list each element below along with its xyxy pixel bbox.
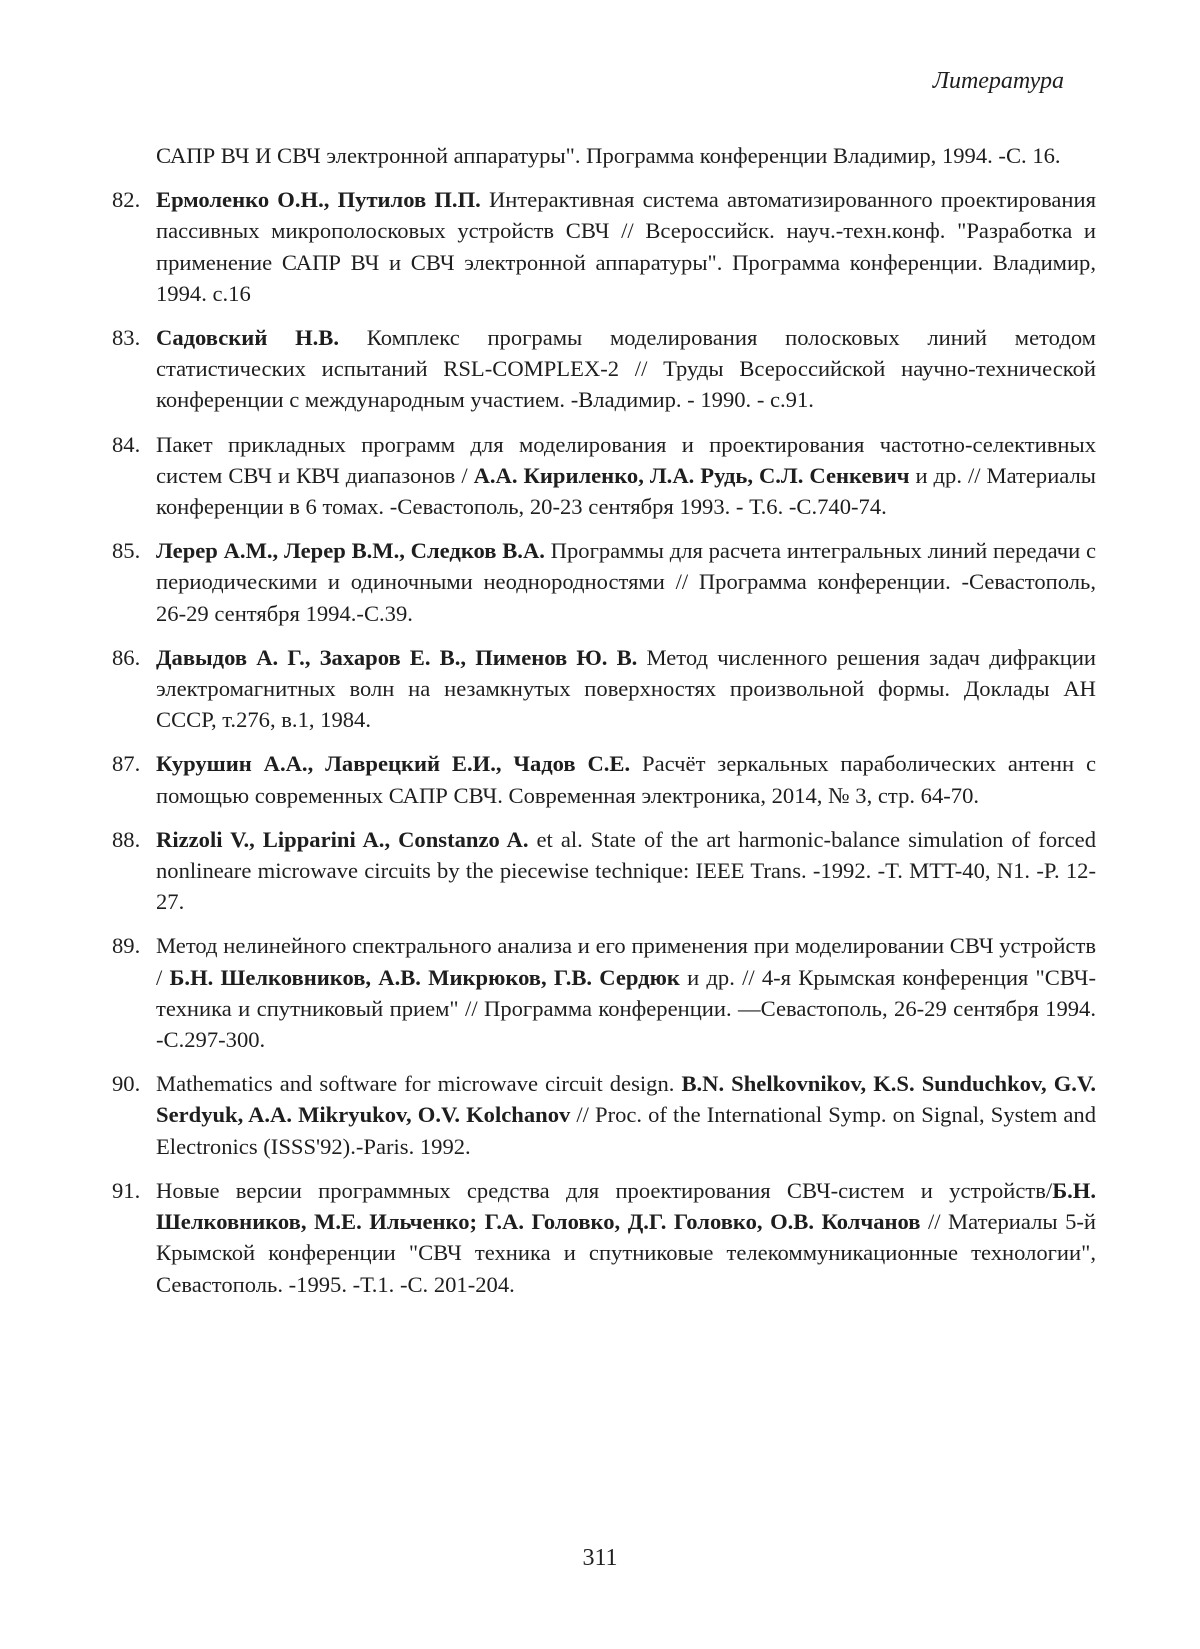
entry-authors: Давыдов А. Г., Захаров Е. В., Пименов Ю. В. — [156, 644, 638, 670]
bibliography-entry-continuation — [112, 140, 1096, 171]
entry-number: 89. — [112, 933, 141, 959]
bibliography-entries — [112, 184, 1096, 1300]
entry-description: // Материалы 5-й Крымской конференции "СВЧ техника и спутниковые телекоммуникационные технологии", Севастополь. -1995. -Т.1. -С. 201-204. — [156, 1209, 1096, 1297]
bibliography-entry — [112, 1175, 1096, 1300]
entry-description: и др. // 4-я Крымская конференция "СВЧ- техника и спутниковый прием" // Программа конференции. —Севастополь, 26-29 сентября 1994. -С.297-300. — [156, 964, 1096, 1053]
entry-description: et al. State of the art harmonic-balance simulation of forced nonlineare microwave circuits by the piecewise technique: IEEE Trans. -1992. -T. MTT-40, N1. -P. 12-27. — [156, 826, 1096, 915]
bibliography-entry — [112, 184, 1096, 309]
entry-text — [156, 751, 1096, 807]
entry-authors: Лерер А.М., Лерер В.М., Следков В.А. — [156, 538, 545, 564]
entry-number: 91. — [112, 1177, 141, 1203]
entry-text — [156, 1071, 1096, 1158]
entry-authors: Rizzoli V., Lipparini A., Constanzo A. — [156, 826, 529, 852]
entry-authors: А.А. Кириленко, Л.А. Рудь, С.Л. Сенкевич — [473, 462, 910, 488]
entry-number: 88. — [112, 826, 141, 852]
entry-description: // Proc. of the International Symp. on Signal, System and Electronics (ISSS'92).-Paris. 1992. — [156, 1102, 1096, 1159]
entry-authors: Ермоленко О.Н., Путилов П.П. — [156, 187, 481, 213]
entry-text — [156, 538, 1096, 625]
bibliography-entry — [112, 642, 1096, 736]
entry-description: Метод численного решения задач дифракции электромагнитных волн на незамкнутых поверхностях произвольной формы. Доклады АН СССР, т.276, в.1, 1984. — [156, 644, 1097, 733]
entry-number: 85. — [112, 538, 141, 564]
entry-description: Расчёт зеркальных параболических антенн с помощью современных САПР СВЧ. Современная электроника, 2014, № 3, стр. 64-70. — [156, 751, 1096, 808]
entry-text — [156, 645, 1096, 732]
entry-description: Mathematics and software for microwave circuit design. — [156, 1071, 682, 1097]
bibliography-list — [112, 140, 1096, 1313]
entry-authors: Б.Н. Шелковников, М.Е. Ильченко; Г.А. Головко, Д.Г. Головко, О.В. Колчанов — [156, 1177, 1096, 1235]
entry-description: и др. // Материалы конференции в 6 томах. -Севастополь, 20-23 сентября 1993. - Т.6. -С.740-74. — [156, 462, 1096, 520]
bibliography-entry — [112, 824, 1096, 918]
entry-description: Интерактивная система автоматизированного проектирования пассивных микрополосковых устройств СВЧ // Всероссийск. науч.-техн.конф. "Разработка и применение САПР ВЧ и СВЧ электронной аппаратуры". Программа конференции. Владимир, 1994. с.16 — [156, 187, 1096, 306]
bibliography-entry — [112, 429, 1096, 523]
entry-authors: Садовский Н.В. — [156, 325, 340, 351]
entry-number: 90. — [112, 1071, 141, 1097]
entry-number: 84. — [112, 431, 141, 457]
entry-text — [156, 827, 1096, 914]
bibliography-entry — [112, 535, 1096, 629]
bibliography-entry — [112, 748, 1096, 810]
entry-description: Комплекс програмы моделирования полосковых линий методом статистических испытаний RSL-COMPLEX-2 // Труды Всероссийской научно-технической конференции с международным участием. -Владимир. - 1990. - с.91. — [156, 325, 1096, 413]
entry-description: Программы для расчета интегральных линий передачи с периодическими и одиночными неоднородностями // Программа конференции. -Севастополь, 26-29 сентября 1994.-С.39. — [156, 538, 1097, 626]
entry-number: 83. — [112, 325, 141, 351]
bibliography-entry — [112, 930, 1096, 1055]
entry-description: Новые версии программных средства для проектирования СВЧ-систем и устройств/ — [156, 1177, 1053, 1203]
entry-text: САПР ВЧ И СВЧ электронной аппаратуры". Программа конференции Владимир, 1994. -С. 16. — [156, 143, 1061, 168]
bibliography-entry — [112, 322, 1096, 416]
entry-text — [156, 933, 1096, 1052]
entry-description: Пакет прикладных программ для моделирования и проектирования частотно-селективных систем СВЧ и КВЧ диапазонов / — [156, 431, 1096, 488]
entry-number: 82. — [112, 187, 141, 213]
entry-authors: Б.Н. Шелковников, А.В. Микрюков, Г.В. Сердюк — [169, 964, 680, 990]
page-number: 311 — [582, 1545, 618, 1571]
entry-number: 86. — [112, 644, 141, 670]
entry-text — [156, 1178, 1096, 1297]
entry-number: 87. — [112, 751, 141, 777]
entry-text — [156, 325, 1096, 412]
entry-text — [156, 432, 1096, 519]
bibliography-entry — [112, 1068, 1096, 1162]
running-header: Литература — [932, 68, 1064, 94]
entry-authors: Курушин А.А., Лаврецкий Е.И., Чадов С.Е. — [156, 751, 631, 777]
entry-authors: B.N. Shelkovnikov, K.S. Sunduchkov, G.V. Serdyuk, A.A. Mikryukov, O.V. Kolchanov — [156, 1071, 1096, 1128]
entry-description: Метод нелинейного спектрального анализа и его применения при моделировании СВЧ устройств / — [156, 933, 1096, 990]
entry-text — [156, 187, 1096, 306]
